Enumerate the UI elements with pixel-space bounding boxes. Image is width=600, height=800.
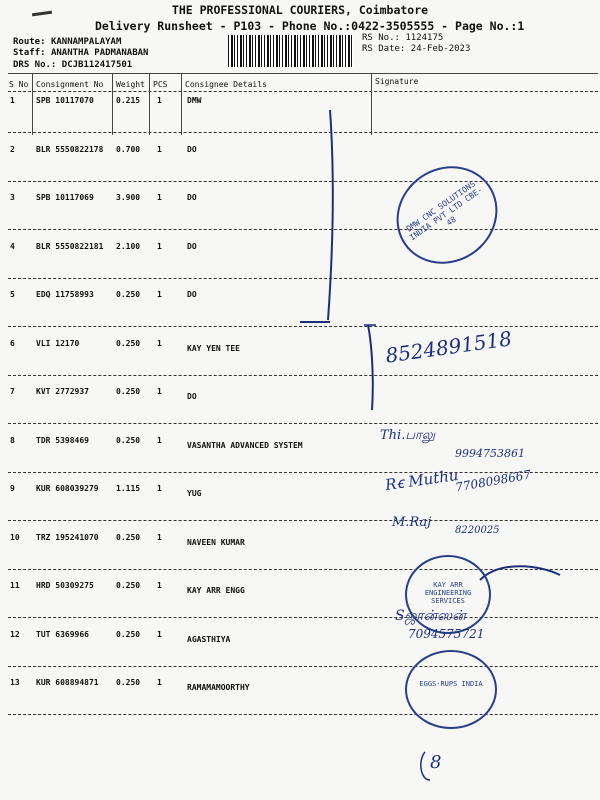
cell-consignment: EDQ 11758993 bbox=[36, 290, 94, 299]
signature-8-phone: 9994753861 bbox=[455, 447, 525, 460]
cell-weight: 0.700 bbox=[116, 145, 141, 154]
col-sno: S No bbox=[9, 80, 29, 89]
cell-weight: 0.250 bbox=[116, 678, 141, 687]
cell-sno: 6 bbox=[10, 339, 15, 348]
signature-12-name: Sஜான்ஸன் bbox=[395, 608, 466, 624]
cell-consignee: RAMAMAMOORTHY bbox=[187, 683, 250, 692]
cell-consignee: DO bbox=[187, 392, 197, 401]
cell-sno: 7 bbox=[10, 387, 15, 396]
cell-consignee: YUG bbox=[187, 489, 202, 498]
cell-pcs: 1 bbox=[157, 533, 162, 542]
cell-pcs: 1 bbox=[157, 96, 162, 105]
cell-consignment: TUT 6369966 bbox=[36, 630, 89, 639]
cell-sno: 8 bbox=[10, 436, 15, 445]
cell-pcs: 1 bbox=[157, 484, 162, 493]
cell-pcs: 1 bbox=[157, 290, 162, 299]
cell-weight: 0.250 bbox=[116, 339, 141, 348]
cell-consignee: DO bbox=[187, 193, 197, 202]
cell-weight: 0.250 bbox=[116, 533, 141, 542]
cell-weight: 0.250 bbox=[116, 387, 141, 396]
cell-sno: 10 bbox=[10, 533, 20, 542]
col-weight: Weight bbox=[116, 80, 145, 89]
stamp-text: EGGS-RUPS INDIA bbox=[419, 680, 483, 688]
route-label: Route: bbox=[13, 37, 46, 47]
cell-pcs: 1 bbox=[157, 145, 162, 154]
route-value: KANNAMPALAYAM bbox=[50, 37, 122, 47]
col-signature: Signature bbox=[375, 77, 419, 86]
cell-pcs: 1 bbox=[157, 581, 162, 590]
rs-no-value: 1124175 bbox=[405, 33, 444, 43]
cell-sno: 12 bbox=[10, 630, 20, 639]
col-consignment: Consignment No bbox=[36, 80, 104, 89]
drs-label: DRS No.: bbox=[13, 60, 57, 70]
cell-sno: 3 bbox=[10, 193, 15, 202]
cell-consignee: KAY ARR ENGG bbox=[187, 586, 245, 595]
cell-consignment: VLI 12170 bbox=[36, 339, 80, 348]
col-pcs: PCS bbox=[153, 80, 168, 89]
stamp-text: DMW CNC SOLUTIONS INDIA PVT LTD CBE-48 bbox=[404, 179, 485, 243]
rs-no-label: RS No.: bbox=[362, 33, 400, 43]
cell-consignee: NAVEEN KUMAR bbox=[187, 538, 245, 547]
cell-sno: 11 bbox=[10, 581, 20, 590]
cell-weight: 2.100 bbox=[116, 242, 141, 251]
cell-consignment: KUR 608039279 bbox=[36, 484, 99, 493]
cell-pcs: 1 bbox=[157, 436, 162, 445]
cell-consignment: KUR 608894871 bbox=[36, 678, 99, 687]
cell-pcs: 1 bbox=[157, 678, 162, 687]
cell-pcs: 1 bbox=[157, 630, 162, 639]
cell-sno: 1 bbox=[10, 96, 15, 105]
cell-consignee: AGASTHIYA bbox=[187, 635, 231, 644]
signature-9-phone: 7708098667 bbox=[454, 467, 532, 495]
cell-consignee: VASANTHA ADVANCED SYSTEM bbox=[187, 441, 303, 450]
cell-pcs: 1 bbox=[157, 193, 162, 202]
cell-consignment: TRZ 195241070 bbox=[36, 533, 99, 542]
signature-12-phone: 7094575721 bbox=[408, 627, 485, 641]
cell-weight: 0.250 bbox=[116, 630, 141, 639]
cell-weight: 0.250 bbox=[116, 581, 141, 590]
stamp-text: KAY ARR ENGINEERING SERVICES bbox=[424, 581, 472, 605]
cell-sno: 9 bbox=[10, 484, 15, 493]
cell-consignment: TDR 5398469 bbox=[36, 436, 89, 445]
cell-consignment: SPB 10117070 bbox=[36, 96, 94, 105]
cell-sno: 4 bbox=[10, 242, 15, 251]
cell-consignment: HRD 50309275 bbox=[36, 581, 94, 590]
cell-weight: 0.250 bbox=[116, 436, 141, 445]
cell-weight: 1.115 bbox=[116, 484, 141, 493]
cell-consignment: BLR 5550822178 bbox=[36, 145, 104, 154]
company-stamp bbox=[405, 650, 497, 729]
rs-date-label: RS Date: bbox=[362, 44, 406, 54]
col-consignee: Consignee Details bbox=[185, 80, 267, 89]
signature-6: 8524891518 bbox=[383, 326, 514, 368]
drs-value: DCJB112417501 bbox=[61, 60, 133, 70]
signature-8-name: Thi.பாலு bbox=[380, 428, 436, 443]
staff-value: ANANTHA PADMANABAN bbox=[50, 48, 149, 58]
signature-10-name: M.Raj bbox=[392, 515, 432, 530]
page-handwritten-mark: 8 bbox=[430, 752, 442, 773]
signature-9-name: Rꞓ Muthu bbox=[384, 465, 460, 495]
rs-date-value: 24-Feb-2023 bbox=[410, 44, 471, 54]
cell-consignee: KAY YEN TEE bbox=[187, 344, 240, 353]
cell-pcs: 1 bbox=[157, 242, 162, 251]
cell-pcs: 1 bbox=[157, 387, 162, 396]
cell-weight: 0.215 bbox=[116, 96, 141, 105]
cell-sno: 13 bbox=[10, 678, 20, 687]
cell-sno: 5 bbox=[10, 290, 15, 299]
cell-consignment: BLR 5550822181 bbox=[36, 242, 104, 251]
cell-weight: 3.900 bbox=[116, 193, 141, 202]
cell-weight: 0.250 bbox=[116, 290, 141, 299]
cell-consignment: KVT 2772937 bbox=[36, 387, 89, 396]
staff-label: Staff: bbox=[13, 48, 46, 58]
runsheet-title: Delivery Runsheet - P103 - Phone No.:0422-3505555 - Page No.:1 bbox=[95, 19, 525, 33]
cell-consignee: DO bbox=[187, 145, 197, 154]
cell-pcs: 1 bbox=[157, 339, 162, 348]
cell-consignment: SPB 10117069 bbox=[36, 193, 94, 202]
cell-sno: 2 bbox=[10, 145, 15, 154]
company-title: THE PROFESSIONAL COURIERS, Coimbatore bbox=[171, 3, 429, 17]
cell-consignee: DO bbox=[187, 290, 197, 299]
cell-consignee: DO bbox=[187, 242, 197, 251]
signature-10-phone: 8220025 bbox=[455, 525, 500, 536]
cell-consignee: DMW bbox=[187, 96, 202, 105]
